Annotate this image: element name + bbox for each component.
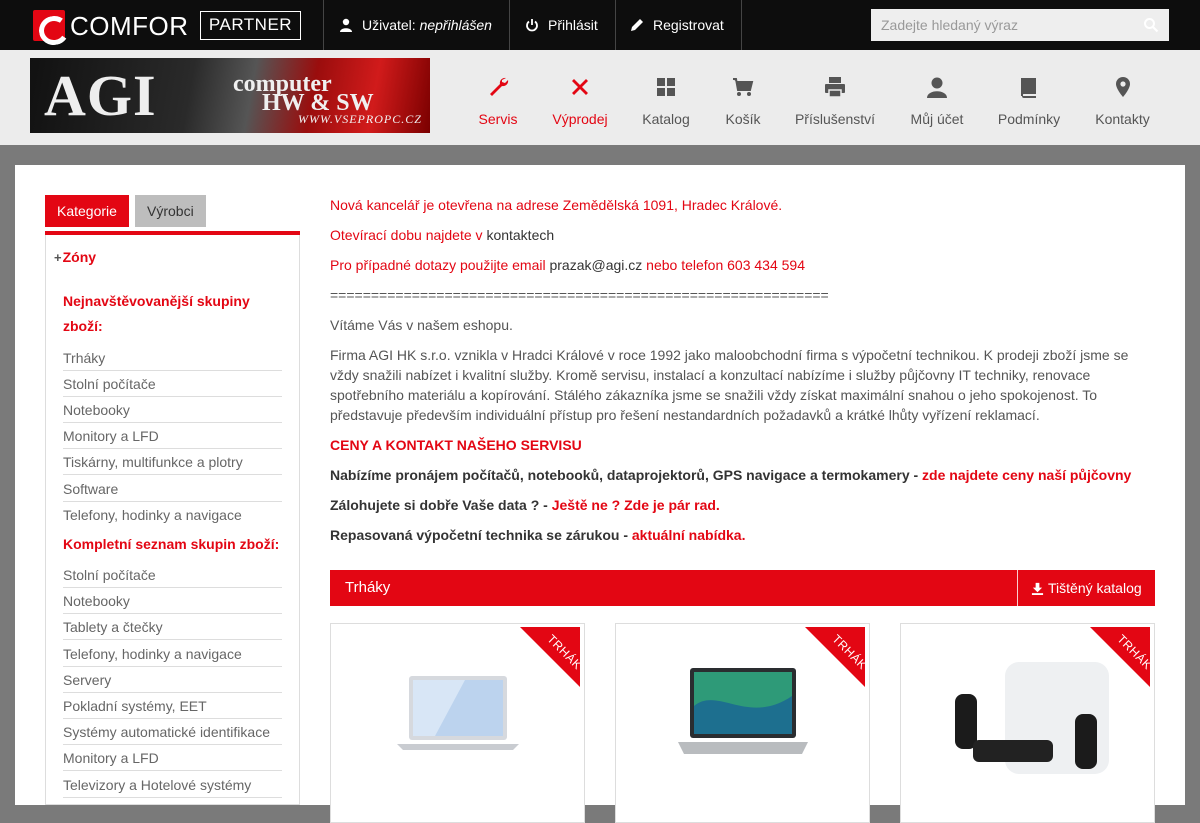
backup-link[interactable]: Ještě ne ? Zde je pár rad. — [551, 497, 720, 513]
all-groups-heading: Kompletní seznam skupin zboží: — [63, 536, 280, 552]
header — [0, 50, 1200, 145]
banner-url: WWW.VSEPROPC.CZ — [298, 112, 422, 126]
opening-hours-line — [330, 225, 554, 245]
banner-line1: computer — [233, 71, 332, 97]
backup-text: Zálohujete si dobře Vaše data ? - — [330, 497, 552, 513]
sidebar-item[interactable]: Tablety a čtečky — [63, 614, 282, 640]
user-status-value: nepřihlášen — [419, 17, 492, 33]
nav-servis[interactable] — [478, 75, 518, 135]
comfor-logo-text[interactable]: COMFOR — [70, 11, 189, 41]
sidebar-item[interactable]: Notebooky — [63, 397, 282, 423]
laptop-image — [395, 674, 521, 754]
sidebar-item[interactable]: Telefony, hodinky a navigace — [63, 641, 282, 667]
sidebar-item[interactable]: Notebooky — [63, 588, 282, 614]
office-notice: Nová kancelář je otevřena na adrese Zemědělská 1091, Hradec Králové. — [330, 197, 783, 213]
agi-banner[interactable] — [30, 58, 430, 133]
rental-text: Nabízíme pronájem počítačů, notebooků, dataprojektorů, GPS navigace a termokamery - — [330, 467, 923, 483]
refurbished-text: Repasovaná výpočetní technika se zárukou - — [330, 527, 632, 543]
refurbished-line — [330, 525, 745, 545]
nav-label: Můj účet — [910, 111, 964, 127]
nav-label: Kontakty — [1095, 111, 1150, 127]
user-status — [339, 0, 492, 50]
phone-text: nebo telefon 603 434 594 — [642, 257, 805, 273]
x-icon — [568, 75, 592, 99]
sidebar-item[interactable]: Servery — [63, 667, 282, 693]
separator-line: ============================================================= — [330, 287, 829, 303]
trhak-ribbon: TRHÁK — [520, 627, 580, 687]
login-label: Přihlásit — [548, 17, 598, 33]
divider — [509, 0, 510, 50]
nav-muj-ucet[interactable] — [909, 75, 965, 135]
nav-label: Příslušenství — [794, 111, 876, 127]
user-label: Uživatel: — [362, 17, 416, 33]
product-card[interactable] — [330, 623, 585, 823]
backup-line — [330, 495, 720, 515]
catalog-label: Tištěný katalog — [1048, 580, 1142, 596]
nav-kontakty[interactable] — [1094, 75, 1151, 135]
nav-kosik[interactable] — [724, 75, 762, 135]
user-icon — [925, 75, 949, 99]
nav-label: Katalog — [642, 111, 690, 127]
nav-label: Podmínky — [997, 111, 1061, 127]
rental-link[interactable]: zde najdete ceny naší půjčovny — [922, 467, 1132, 483]
trhaky-section-bar — [330, 570, 1155, 606]
register-button[interactable] — [630, 0, 724, 50]
sidebar-item[interactable]: Systémy automatické identifikace — [63, 719, 282, 745]
cart-icon — [731, 75, 755, 99]
refurbished-link[interactable]: aktuální nabídka. — [631, 527, 746, 543]
printer-icon — [823, 75, 847, 99]
search-input[interactable] — [871, 9, 1169, 41]
power-icon — [525, 18, 539, 32]
printed-catalog-button[interactable] — [1031, 570, 1142, 606]
rental-line — [330, 465, 1131, 485]
product-card[interactable] — [615, 623, 870, 823]
nav-podminky[interactable] — [997, 75, 1061, 135]
comfor-logo-icon[interactable] — [33, 10, 65, 41]
plus-icon: + — [54, 250, 62, 265]
grid-icon — [654, 75, 678, 99]
map-pin-icon — [1111, 75, 1135, 99]
search-icon[interactable] — [1143, 17, 1159, 33]
partner-badge: PARTNER — [200, 11, 301, 40]
sidebar-item[interactable]: Tiskárny, multifunkce a plotry — [63, 449, 282, 475]
trhak-ribbon: TRHÁK — [1090, 627, 1150, 687]
nav-prislusenstvi[interactable] — [795, 75, 875, 135]
contacts-link[interactable]: kontaktech — [486, 227, 555, 243]
download-icon — [1031, 582, 1044, 595]
login-button[interactable] — [525, 0, 598, 50]
banner-title: AGI — [44, 63, 157, 128]
nav-label: Servis — [478, 111, 518, 127]
sidebar-item[interactable]: Stolní počítače — [63, 371, 282, 397]
email-prefix: Pro případné dotazy použijte email — [330, 257, 550, 273]
sidebar-item[interactable]: Trháky — [63, 345, 282, 371]
register-label: Registrovat — [653, 17, 724, 33]
zony-toggle[interactable] — [54, 249, 96, 265]
banner-line2: HW & SW — [262, 90, 374, 116]
trhak-ribbon: TRHÁK — [805, 627, 865, 687]
product-card[interactable] — [900, 623, 1155, 823]
sidebar-item[interactable]: Software — [63, 476, 282, 502]
laptop-image — [678, 666, 808, 760]
section-title[interactable]: Trháky — [345, 579, 391, 596]
user-icon — [339, 18, 353, 32]
divider — [1017, 570, 1018, 606]
category-sidebar — [45, 235, 300, 805]
wireless-microphone-image — [935, 654, 1121, 794]
nav-label: Výprodej — [552, 111, 608, 127]
sidebar-item[interactable]: Monitory a LFD — [63, 745, 282, 771]
nav-label: Košík — [725, 111, 761, 127]
about-paragraph: Firma AGI HK s.r.o. vznikla v Hradci Králové v roce 1992 jako maloobchodní firma s výpočetní technikou. K prodeji zboží jsme se vždy snažili nabízet i kvalitní služby. Kromě servisu, instalací a konzultací nabízíme i služby půjčovny IT techniky, renovace spotřebního materiálu a kopírování. Stálého zákazníka jsme se snažili vždy získat maximální snahou o jeho spokojenost. To představuje především individuální přístup pro řešení nestandardních požadavků a krátké lhůty vyřízení reklamací. — [330, 347, 1129, 423]
service-prices-link[interactable]: CENY A KONTAKT NAŠEHO SERVISU — [330, 437, 582, 453]
welcome-text: Vítáme Vás v našem eshopu. — [330, 317, 513, 333]
opening-text: Otevírací dobu najdete v — [330, 227, 487, 243]
top-bar — [0, 0, 1200, 50]
divider — [741, 0, 742, 50]
sidebar-item[interactable]: Stolní počítače — [63, 562, 282, 588]
sidebar-item[interactable]: Pokladní systémy, EET — [63, 693, 282, 719]
tab-kategorie[interactable]: Kategorie — [45, 195, 129, 227]
contact-line — [330, 255, 805, 275]
email-link[interactable]: prazak@agi.cz — [549, 257, 643, 273]
sidebar-item[interactable]: Telefony, hodinky a navigace — [63, 507, 242, 523]
tab-vyrobci[interactable]: Výrobci — [135, 195, 206, 227]
pencil-icon — [630, 18, 644, 32]
nav-vyprodej[interactable] — [551, 75, 609, 135]
zony-label: Zóny — [62, 249, 97, 265]
sidebar-item[interactable]: Monitory a LFD — [63, 423, 282, 449]
divider — [323, 0, 324, 50]
divider — [615, 0, 616, 50]
popular-heading: Nejnavštěvovanější skupiny zboží: — [63, 293, 250, 334]
wrench-icon — [486, 75, 510, 99]
nav-katalog[interactable] — [641, 75, 691, 135]
book-icon — [1017, 75, 1041, 99]
sidebar-item[interactable]: Televizory a Hotelové systémy — [63, 772, 282, 798]
